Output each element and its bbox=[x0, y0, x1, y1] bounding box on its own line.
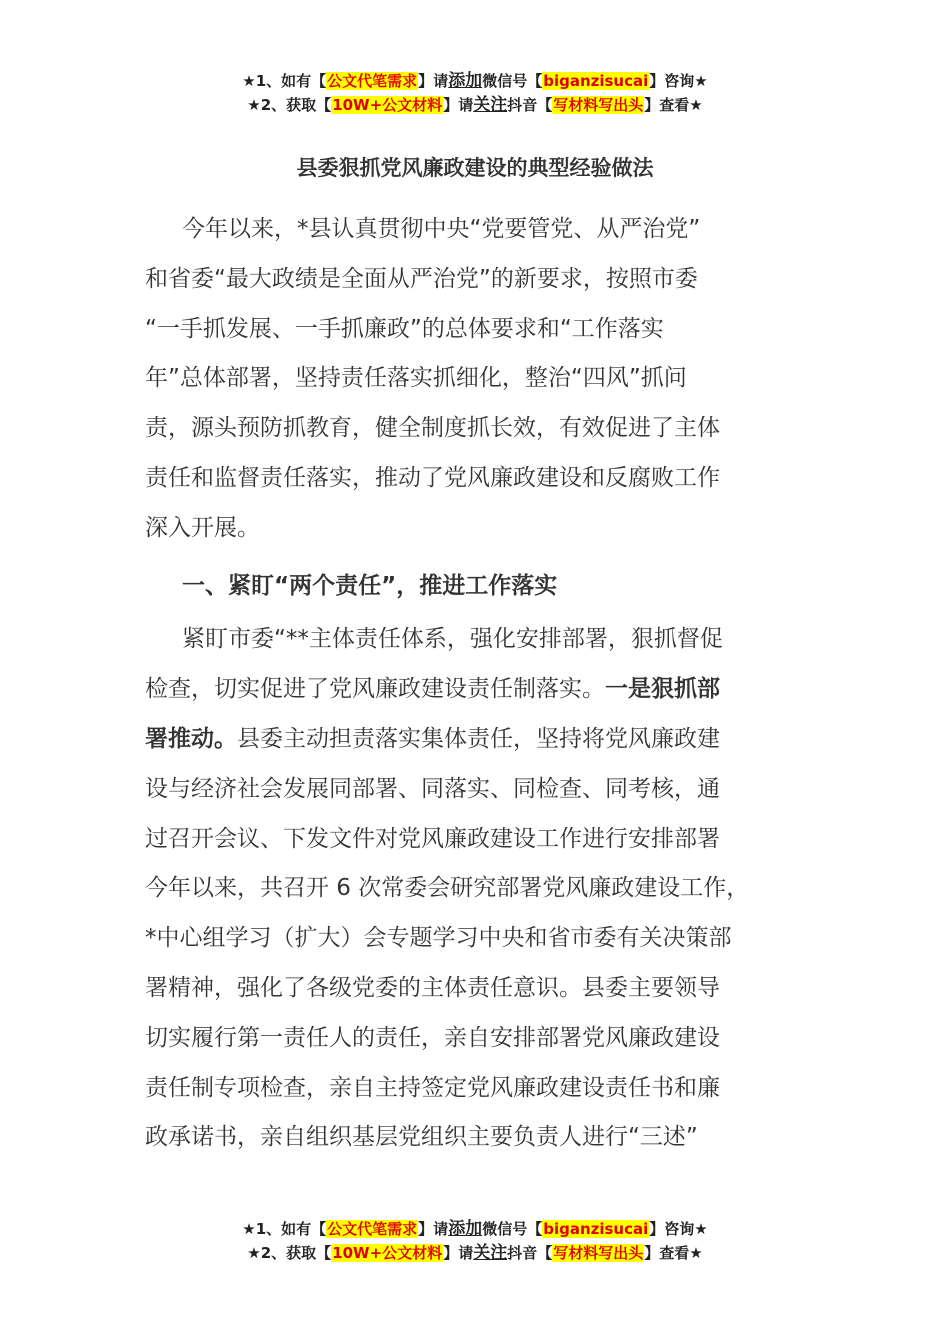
promo-line-2-mid: 】请 bbox=[443, 1244, 474, 1262]
section-line: 设与经济社会发展同部署、同落实、同检查、同考核，通 bbox=[145, 775, 720, 802]
promo-highlight-materials: 10W+公文材料 bbox=[332, 96, 443, 114]
intro-paragraph bbox=[145, 205, 825, 554]
footer-promo-banner bbox=[0, 1217, 950, 1265]
section-paragraph bbox=[145, 615, 825, 1163]
promo-line-1-prefix: ★1、如有【 bbox=[242, 72, 327, 90]
promo-emphasis-add: 添加 bbox=[448, 71, 483, 91]
document-body bbox=[145, 205, 825, 1163]
intro-line: 今年以来，*县认真贯彻中央“党要管党、从严治党” bbox=[182, 216, 701, 242]
promo-line-2-prefix: ★2、获取【 bbox=[247, 1244, 332, 1262]
section-line: 过召开会议、下发文件对党风廉政建设工作进行安排部署 bbox=[145, 825, 720, 852]
promo-line-2-mid2: 抖音【 bbox=[507, 1244, 553, 1262]
section-heading-text: 一、紧盯“两个责任”，推进工作落实 bbox=[182, 572, 558, 599]
promo-line-1-mid2: 微信号【 bbox=[482, 72, 543, 90]
promo-line-1-mid2: 微信号【 bbox=[482, 1220, 543, 1238]
document-title: 县委狠抓党风廉政建设的典型经验做法 bbox=[296, 156, 654, 180]
promo-line-2-mid2: 抖音【 bbox=[507, 96, 553, 114]
section-line bbox=[145, 715, 825, 765]
section-line: 紧盯市委“**主体责任体系，强化安排部署，狠抓督促 bbox=[182, 626, 723, 653]
promo-line-1 bbox=[0, 69, 950, 93]
header-promo-banner bbox=[0, 69, 950, 117]
promo-highlight-materials: 10W+公文材料 bbox=[332, 1244, 443, 1262]
promo-line-1-suffix: 】咨询★ bbox=[649, 1220, 708, 1238]
section-heading bbox=[145, 562, 825, 612]
promo-line-1-suffix: 】咨询★ bbox=[649, 72, 708, 90]
intro-line: “一手抓发展、一手抓廉政”的总体要求和“工作落实 bbox=[145, 315, 664, 342]
promo-line-2 bbox=[0, 93, 950, 117]
section-line-text: 县委主动担责落实集体责任，坚持将党风廉政建 bbox=[237, 725, 720, 752]
promo-line-2-mid: 】请 bbox=[443, 96, 474, 114]
section-line: 政承诺书，亲自组织基层党组织主要负责人进行“三述” bbox=[145, 1124, 698, 1151]
section-line: 署精神，强化了各级党委的主体责任意识。县委主要领导 bbox=[145, 974, 720, 1001]
intro-line: 责任和监督责任落实，推动了党风廉政建设和反腐败工作 bbox=[145, 464, 720, 491]
promo-line-2-suffix: 】查看★ bbox=[644, 96, 703, 114]
intro-line: 责，源头预防抓教育，健全制度抓长效，有效促进了主体 bbox=[145, 415, 720, 442]
section-emphasis-text: 署推动。 bbox=[145, 725, 237, 752]
section-line bbox=[145, 665, 825, 715]
intro-line: 年”总体部署，坚持责任落实抓细化，整治“四风”抓问 bbox=[145, 365, 687, 392]
section-line: 今年以来，共召开 6 次常委会研究部署党风廉政建设工作， bbox=[145, 875, 750, 902]
promo-line-1-prefix: ★1、如有【 bbox=[242, 1220, 327, 1238]
section-line: *中心组学习（扩大）会专题学习中央和省市委有关决策部 bbox=[145, 925, 732, 952]
promo-line-1-mid: 】请 bbox=[418, 72, 449, 90]
promo-highlight-wechat-id: biganzisucai bbox=[543, 72, 649, 90]
promo-highlight-douyin-account: 写材料写出头 bbox=[553, 96, 644, 114]
section-emphasis-text: 一是狠抓部 bbox=[605, 676, 720, 703]
promo-emphasis-follow: 关注 bbox=[473, 95, 508, 115]
promo-line-2-suffix: 】查看★ bbox=[644, 1244, 703, 1262]
promo-line-1-mid: 】请 bbox=[418, 1220, 449, 1238]
promo-highlight-service: 公文代笔需求 bbox=[327, 1220, 418, 1238]
promo-line-2-prefix: ★2、获取【 bbox=[247, 96, 332, 114]
promo-emphasis-follow: 关注 bbox=[473, 1243, 508, 1263]
promo-line-2 bbox=[0, 1241, 950, 1265]
section-line: 切实履行第一责任人的责任，亲自安排部署党风廉政建设 bbox=[145, 1024, 720, 1051]
promo-highlight-service: 公文代笔需求 bbox=[327, 72, 418, 90]
promo-highlight-wechat-id: biganzisucai bbox=[543, 1220, 649, 1238]
promo-line-1 bbox=[0, 1217, 950, 1241]
intro-line: 深入开展。 bbox=[145, 514, 260, 541]
promo-emphasis-add: 添加 bbox=[448, 1219, 483, 1239]
section-line: 责任制专项检查，亲自主持签定党风廉政建设责任书和廉 bbox=[145, 1074, 720, 1101]
section-line-text: 检查，切实促进了党风廉政建设责任制落实。 bbox=[145, 676, 605, 703]
promo-highlight-douyin-account: 写材料写出头 bbox=[553, 1244, 644, 1262]
intro-line: 和省委“最大政绩是全面从严治党”的新要求，按照市委 bbox=[145, 265, 698, 292]
